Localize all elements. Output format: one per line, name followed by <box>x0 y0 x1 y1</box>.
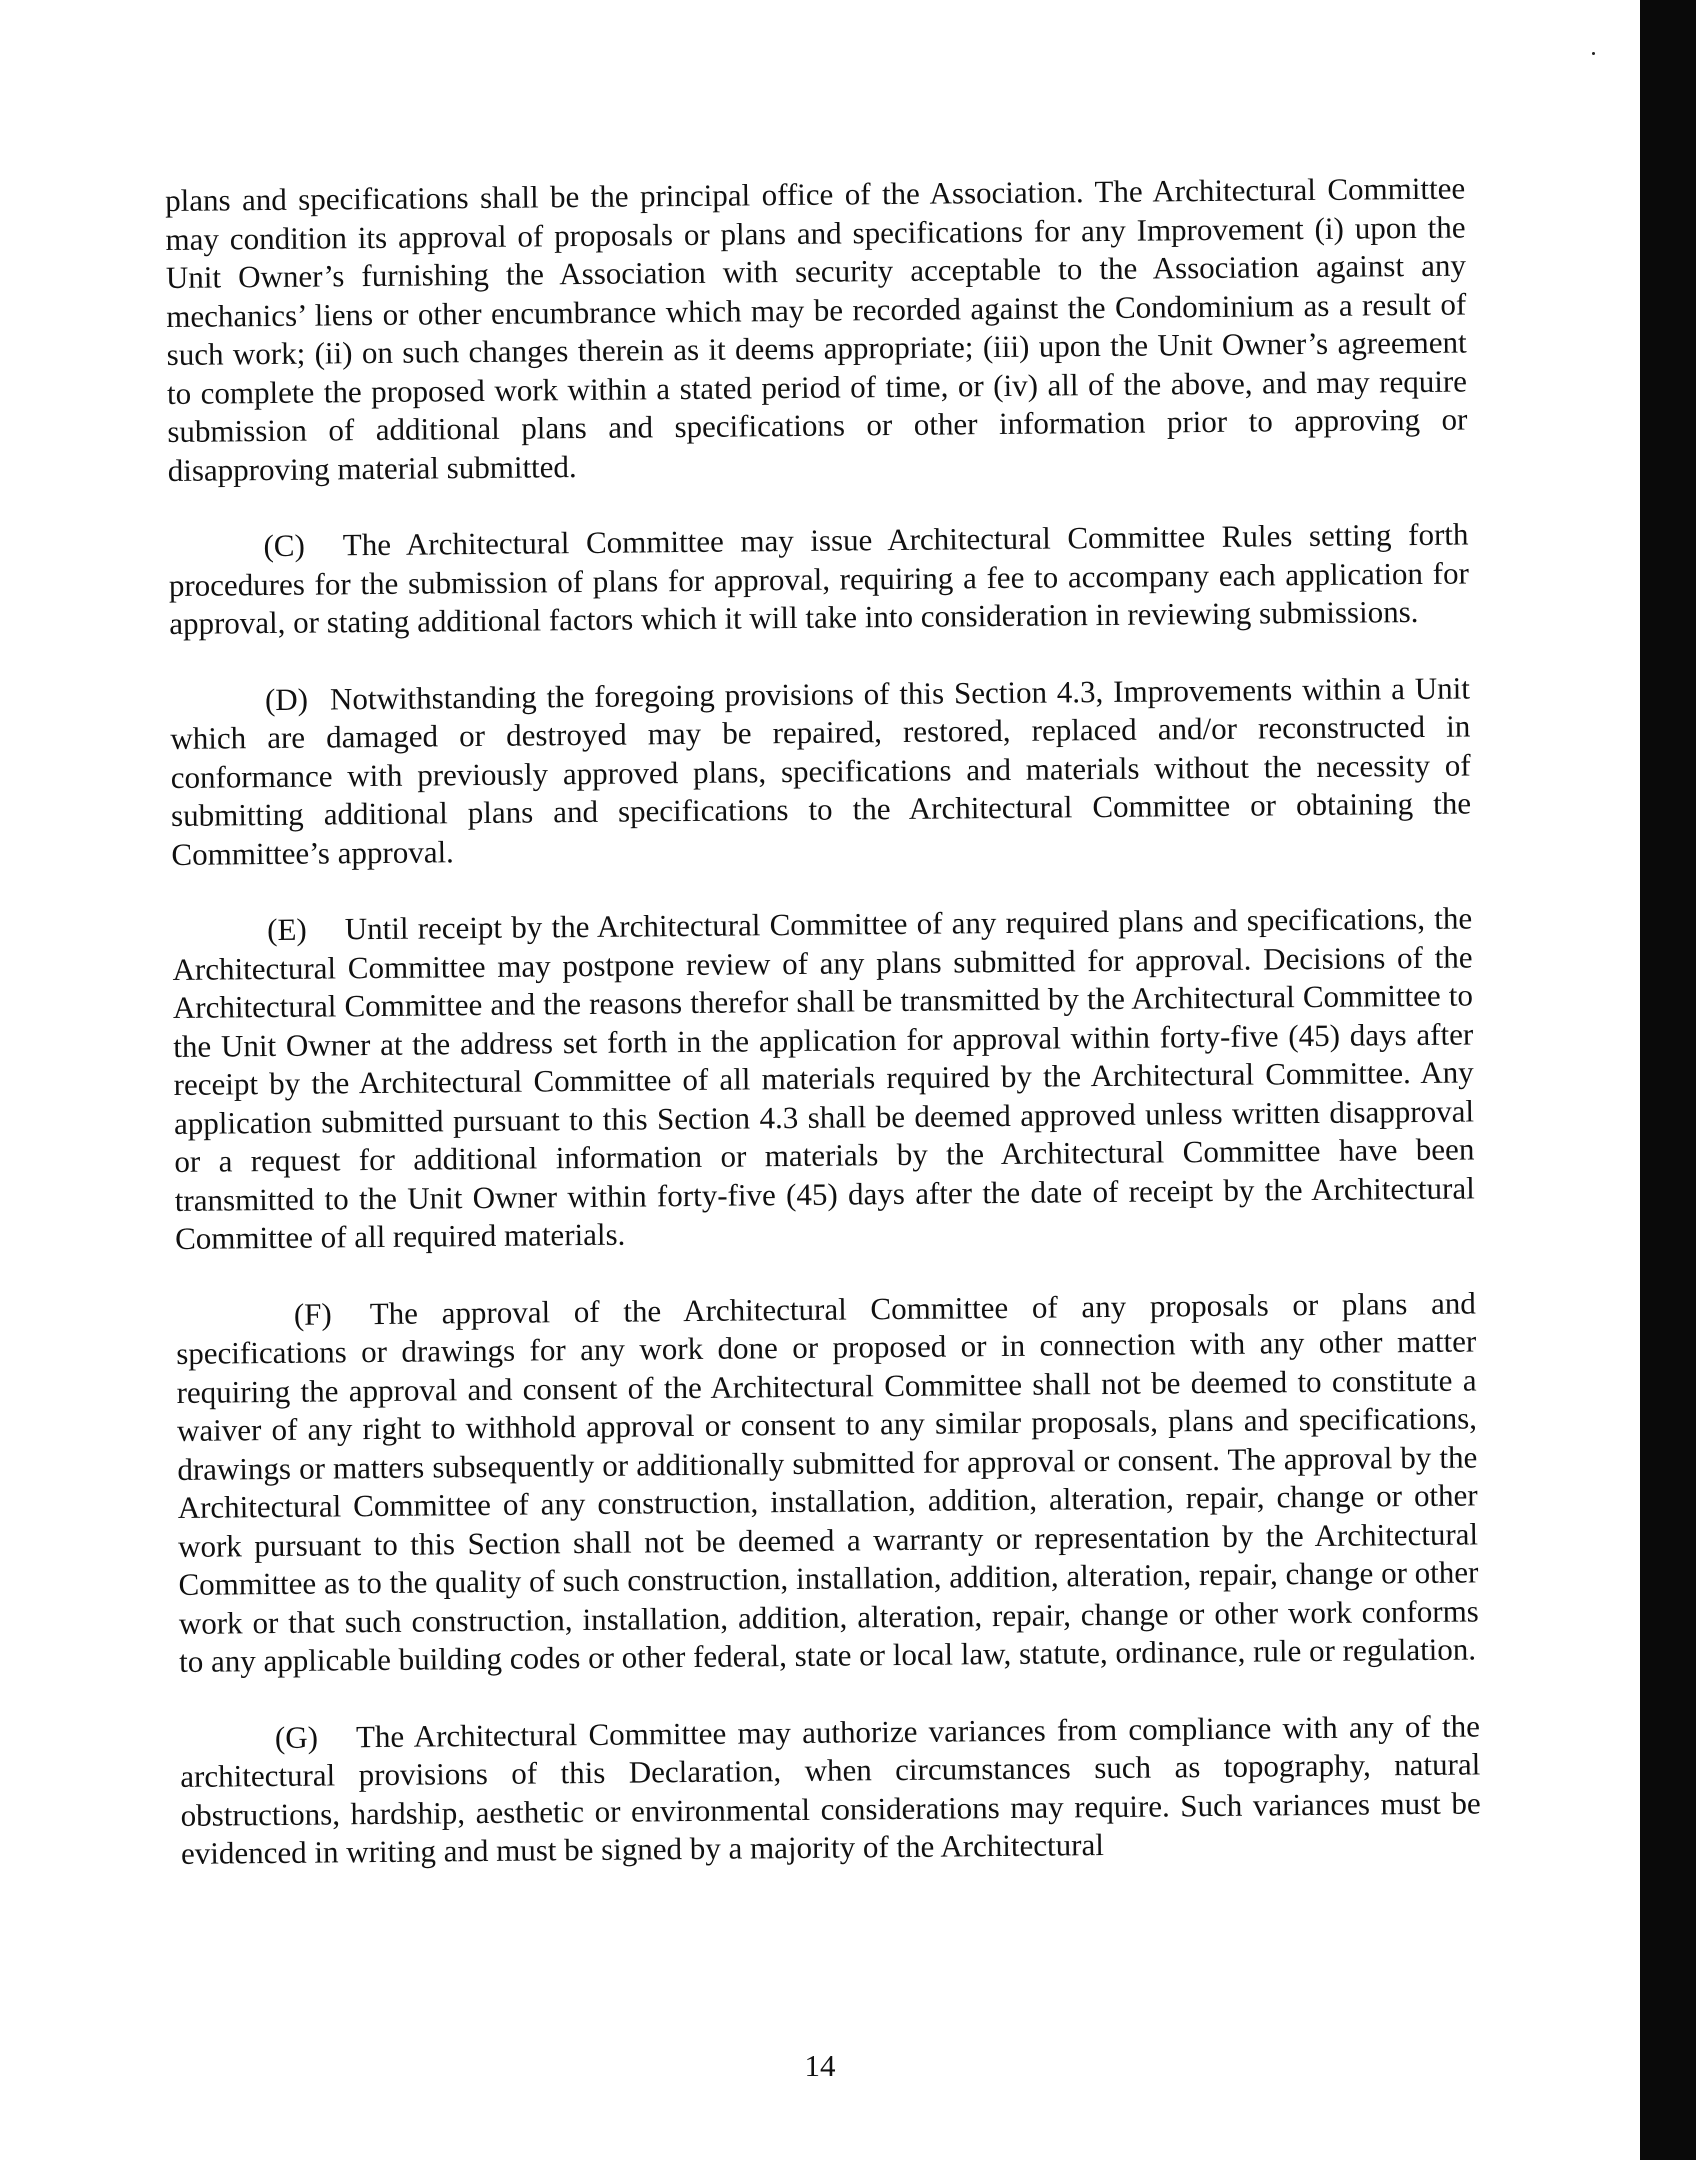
paragraph-label: (D) <box>264 681 309 717</box>
paragraph-c <box>168 516 1469 644</box>
paragraph-text: The Architectural Committee may authorize variances from compliance with any of the architectural provisions of this Declaration, when circumstances such as topography, natural obstructions, hardship, aesthetic or environmental considerations may require. Such variances must be evidenced in writing and must be signed by a majority of the Architectural <box>180 1707 1481 1871</box>
scan-border <box>1640 0 1696 2160</box>
page-number: 14 <box>804 2048 836 2083</box>
paragraph-text: Notwithstanding the foregoing provisions of this Section 4.3, Improvements within a Unit which are damaged or destroyed may be repaired, restored, replaced and/or reconstructed in conformance with previously approved plans, specifications and materials without the necessity of submitting additional plans and specifications to the Architectural Committee or obtaining the Committee’s approval. <box>170 669 1472 872</box>
paragraph-continuation <box>165 170 1468 490</box>
scan-speck <box>1592 52 1595 55</box>
document-body <box>165 170 1482 1912</box>
paragraph-d <box>170 669 1472 874</box>
paragraph-g <box>180 1707 1481 1873</box>
paragraph-e <box>172 899 1475 1258</box>
paragraph-label: (F) <box>293 1295 332 1332</box>
paragraph-text: plans and specifications shall be the principal office of the Association. The Architectural Committee may condition its approval of proposals or plans and specifications for any Improvement (i) upon the Unit Owner’s furnishing the Association with security acceptable to the Association against any mechanics’ liens or other encumbrance which may be recorded against the Condominium as a result of such work; (ii) on such changes therein as it deems appropriate; (iii) upon the Unit Owner’s agreement to complete the proposed work within a stated period of time, or (iv) all of the above, and may require submission of additional plans and specifications or other information prior to approving or disapproving material submitted. <box>165 170 1468 488</box>
paragraph-text: The Architectural Committee may issue Architectural Committee Rules setting forth procedures for the submission of plans for approval, requiring a fee to accompany each application for approval, or stating additional factors which it will take into consideration in reviewing submissions. <box>168 516 1469 641</box>
paragraph-label: (G) <box>274 1719 319 1755</box>
paragraph-text: Until receipt by the Architectural Committee of any required plans and specifications, the Architectural Committee may postpone review of any plans submitted for approval. Decisions of the Architectural Committee and the reasons therefor shall be transmitted by the Architectural Committee to the Unit Owner at the address set forth in the application for approval within forty-five (45) days after receipt by the Architectural Committee of all materials required by the Architectural Committee. Any application submitted pursuant to this Section 4.3 shall be deemed approved unless written disapproval or a request for additional information or materials by the Architectural Committee have been transmitted to the Unit Owner within forty-five (45) days after the date of receipt by the Architectural Committee of all required materials. <box>172 900 1475 1256</box>
paragraph-f <box>176 1284 1480 1681</box>
paragraph-label: (E) <box>267 911 307 948</box>
paragraph-text: The approval of the Architectural Committee of any proposals or plans and specifications or drawings for any work done or proposed or in connection with any other matter requiring the approval and consent of the Architectural Committee shall not be deemed to constitute a waiver of any right to withhold approval or consent to any similar proposals, plans and specifications, drawings or matters subsequently or additionally submitted for approval or consent. The approval by the Architectural Committee of any construction, installation, addition, alteration, repair, change or other work pursuant to this Section shall not be deemed a warranty or representation by the Architectural Committee as to the quality of such construction, installation, addition, alteration, repair, change or other work or that such construction, installation, addition, alteration, repair, change or other work conforms to any applicable building codes or other federal, state or local law, statute, ordinance, rule or regulation. <box>176 1284 1479 1679</box>
paragraph-label: (C) <box>263 527 305 564</box>
